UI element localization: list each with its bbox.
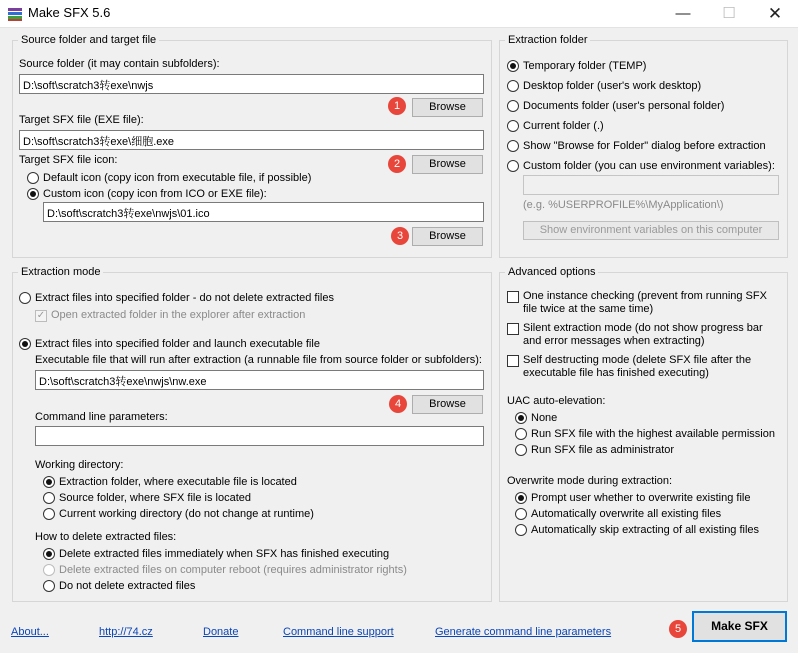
delete-files-label: How to delete extracted files: bbox=[35, 531, 177, 543]
folder-temp-radio[interactable] bbox=[507, 60, 646, 72]
overwrite-prompt-label: Prompt user whether to overwrite existing file bbox=[531, 492, 751, 504]
mode-extract-only-radio[interactable] bbox=[19, 292, 334, 304]
source-folder-input[interactable]: D:\soft\scratch3转exe\nwjs bbox=[19, 74, 484, 94]
open-folder-label: Open extracted folder in the explorer after extraction bbox=[51, 309, 306, 321]
badge-1: 1 bbox=[388, 97, 406, 115]
folder-browse-dialog-label: Show "Browse for Folder" dialog before extraction bbox=[523, 140, 766, 152]
badge-5: 5 bbox=[669, 620, 687, 638]
workdir-source-radio[interactable] bbox=[43, 492, 251, 504]
about-link[interactable]: About... bbox=[11, 626, 49, 638]
folder-custom-radio[interactable] bbox=[507, 160, 775, 172]
cmd-params-label: Command line parameters: bbox=[35, 411, 168, 423]
target-file-input[interactable]: D:\soft\scratch3转exe\细胞.exe bbox=[19, 130, 484, 150]
winrar-books-icon bbox=[7, 6, 23, 22]
close-button[interactable]: ✕ bbox=[767, 4, 783, 23]
overwrite-all-label: Automatically overwrite all existing files bbox=[531, 508, 722, 520]
extraction-mode-legend: Extraction mode bbox=[21, 266, 101, 278]
badge-4: 4 bbox=[389, 395, 407, 413]
uac-admin-label: Run SFX file as administrator bbox=[531, 444, 675, 456]
browse-exe-button[interactable]: Browse bbox=[412, 395, 483, 414]
icon-custom-radio[interactable] bbox=[27, 188, 267, 200]
target-file-label: Target SFX file (EXE file): bbox=[19, 114, 144, 126]
source-folder-label: Source folder (it may contain subfolders): bbox=[19, 58, 220, 70]
overwrite-skip-radio[interactable] bbox=[515, 524, 759, 536]
overwrite-all-radio[interactable] bbox=[515, 508, 721, 520]
badge-3: 3 bbox=[391, 227, 409, 245]
uac-label: UAC auto-elevation: bbox=[507, 395, 606, 407]
overwrite-label: Overwrite mode during extraction: bbox=[507, 475, 673, 487]
one-instance-checkbox[interactable] bbox=[507, 290, 781, 316]
custom-folder-input bbox=[523, 175, 779, 195]
website-link[interactable]: http://74.cz bbox=[99, 626, 153, 638]
source-target-legend: Source folder and target file bbox=[21, 34, 157, 46]
custom-folder-hint: (e.g. %USERPROFILE%\MyApplication\) bbox=[523, 199, 724, 211]
donate-link[interactable]: Donate bbox=[203, 626, 239, 638]
badge-2: 2 bbox=[388, 155, 406, 173]
target-icon-label: Target SFX file icon: bbox=[19, 154, 118, 166]
folder-browse-dialog-radio[interactable] bbox=[507, 140, 766, 152]
cmd-support-link[interactable]: Command line support bbox=[283, 626, 394, 638]
uac-highest-label: Run SFX file with the highest available permission bbox=[531, 428, 775, 440]
one-instance-label: One instance checking (prevent from running SFX file twice at the same time) bbox=[523, 290, 767, 315]
silent-mode-label: Silent extraction mode (do not show progress bar and error messages when extracting) bbox=[523, 322, 763, 347]
folder-temp-label: Temporary folder (TEMP) bbox=[523, 60, 647, 72]
overwrite-prompt-radio[interactable] bbox=[515, 492, 750, 504]
delete-never-label: Do not delete extracted files bbox=[59, 580, 196, 592]
exe-file-label: Executable file that will run after extraction (a runnable file from source folder or subfolders): bbox=[35, 354, 482, 366]
mode-extract-only-label: Extract files into specified folder - do not delete extracted files bbox=[35, 292, 334, 304]
advanced-options-legend: Advanced options bbox=[508, 266, 596, 278]
uac-highest-radio[interactable] bbox=[515, 428, 775, 440]
folder-current-radio[interactable] bbox=[507, 120, 604, 132]
show-env-vars-button: Show environment variables on this computer bbox=[523, 221, 779, 240]
icon-default-label: Default icon (copy icon from executable file, if possible) bbox=[43, 172, 312, 184]
open-folder-checkbox bbox=[35, 309, 305, 322]
delete-immediately-label: Delete extracted files immediately when SFX has finished executing bbox=[59, 548, 390, 560]
icon-custom-label: Custom icon (copy icon from ICO or EXE file): bbox=[43, 188, 267, 200]
uac-none-radio[interactable] bbox=[515, 412, 557, 424]
workdir-current-label: Current working directory (do not change at runtime) bbox=[59, 508, 314, 520]
delete-reboot-radio bbox=[43, 564, 407, 576]
title-bar bbox=[0, 0, 798, 28]
uac-admin-radio[interactable] bbox=[515, 444, 674, 456]
mode-extract-launch-radio[interactable] bbox=[19, 338, 320, 350]
browse-icon-button[interactable]: Browse bbox=[412, 227, 483, 246]
check-mark-icon: ✓ bbox=[36, 310, 46, 321]
make-sfx-button[interactable]: Make SFX bbox=[692, 611, 787, 642]
window-title: Make SFX 5.6 bbox=[28, 5, 111, 20]
icon-default-radio[interactable] bbox=[27, 172, 311, 184]
working-dir-label: Working directory: bbox=[35, 459, 124, 471]
browse-source-button[interactable]: Browse bbox=[412, 98, 483, 117]
workdir-extraction-label: Extraction folder, where executable file is located bbox=[59, 476, 297, 488]
self-destruct-label: Self destructing mode (delete SFX file after the executable file has finished executing) bbox=[523, 354, 752, 379]
minimize-button[interactable]: — bbox=[675, 5, 691, 22]
cmd-params-input[interactable] bbox=[35, 426, 484, 446]
generate-params-link[interactable]: Generate command line parameters bbox=[435, 626, 612, 638]
icon-file-input[interactable]: D:\soft\scratch3转exe\nwjs\01.ico bbox=[43, 202, 484, 222]
folder-desktop-label: Desktop folder (user's work desktop) bbox=[523, 80, 702, 92]
workdir-extraction-radio[interactable] bbox=[43, 476, 297, 488]
delete-reboot-label: Delete extracted files on computer reboot (requires administrator rights) bbox=[59, 564, 407, 576]
delete-never-radio[interactable] bbox=[43, 580, 195, 592]
exe-file-input[interactable]: D:\soft\scratch3转exe\nwjs\nw.exe bbox=[35, 370, 484, 390]
folder-desktop-radio[interactable] bbox=[507, 80, 701, 92]
browse-target-button[interactable]: Browse bbox=[412, 155, 483, 174]
folder-documents-radio[interactable] bbox=[507, 100, 724, 112]
folder-current-label: Current folder (.) bbox=[523, 120, 604, 132]
maximize-button: ☐ bbox=[722, 5, 736, 22]
self-destruct-checkbox[interactable] bbox=[507, 354, 781, 380]
folder-custom-label: Custom folder (you can use environment variables): bbox=[523, 160, 775, 172]
workdir-current-radio[interactable] bbox=[43, 508, 314, 520]
workdir-source-label: Source folder, where SFX file is located bbox=[59, 492, 251, 504]
folder-documents-label: Documents folder (user's personal folder) bbox=[523, 100, 725, 112]
extraction-folder-legend: Extraction folder bbox=[508, 34, 588, 46]
overwrite-skip-label: Automatically skip extracting of all existing files bbox=[531, 524, 760, 536]
silent-mode-checkbox[interactable] bbox=[507, 322, 781, 348]
mode-extract-launch-label: Extract files into specified folder and launch executable file bbox=[35, 338, 320, 350]
delete-immediately-radio[interactable] bbox=[43, 548, 389, 560]
uac-none-label: None bbox=[531, 412, 558, 424]
